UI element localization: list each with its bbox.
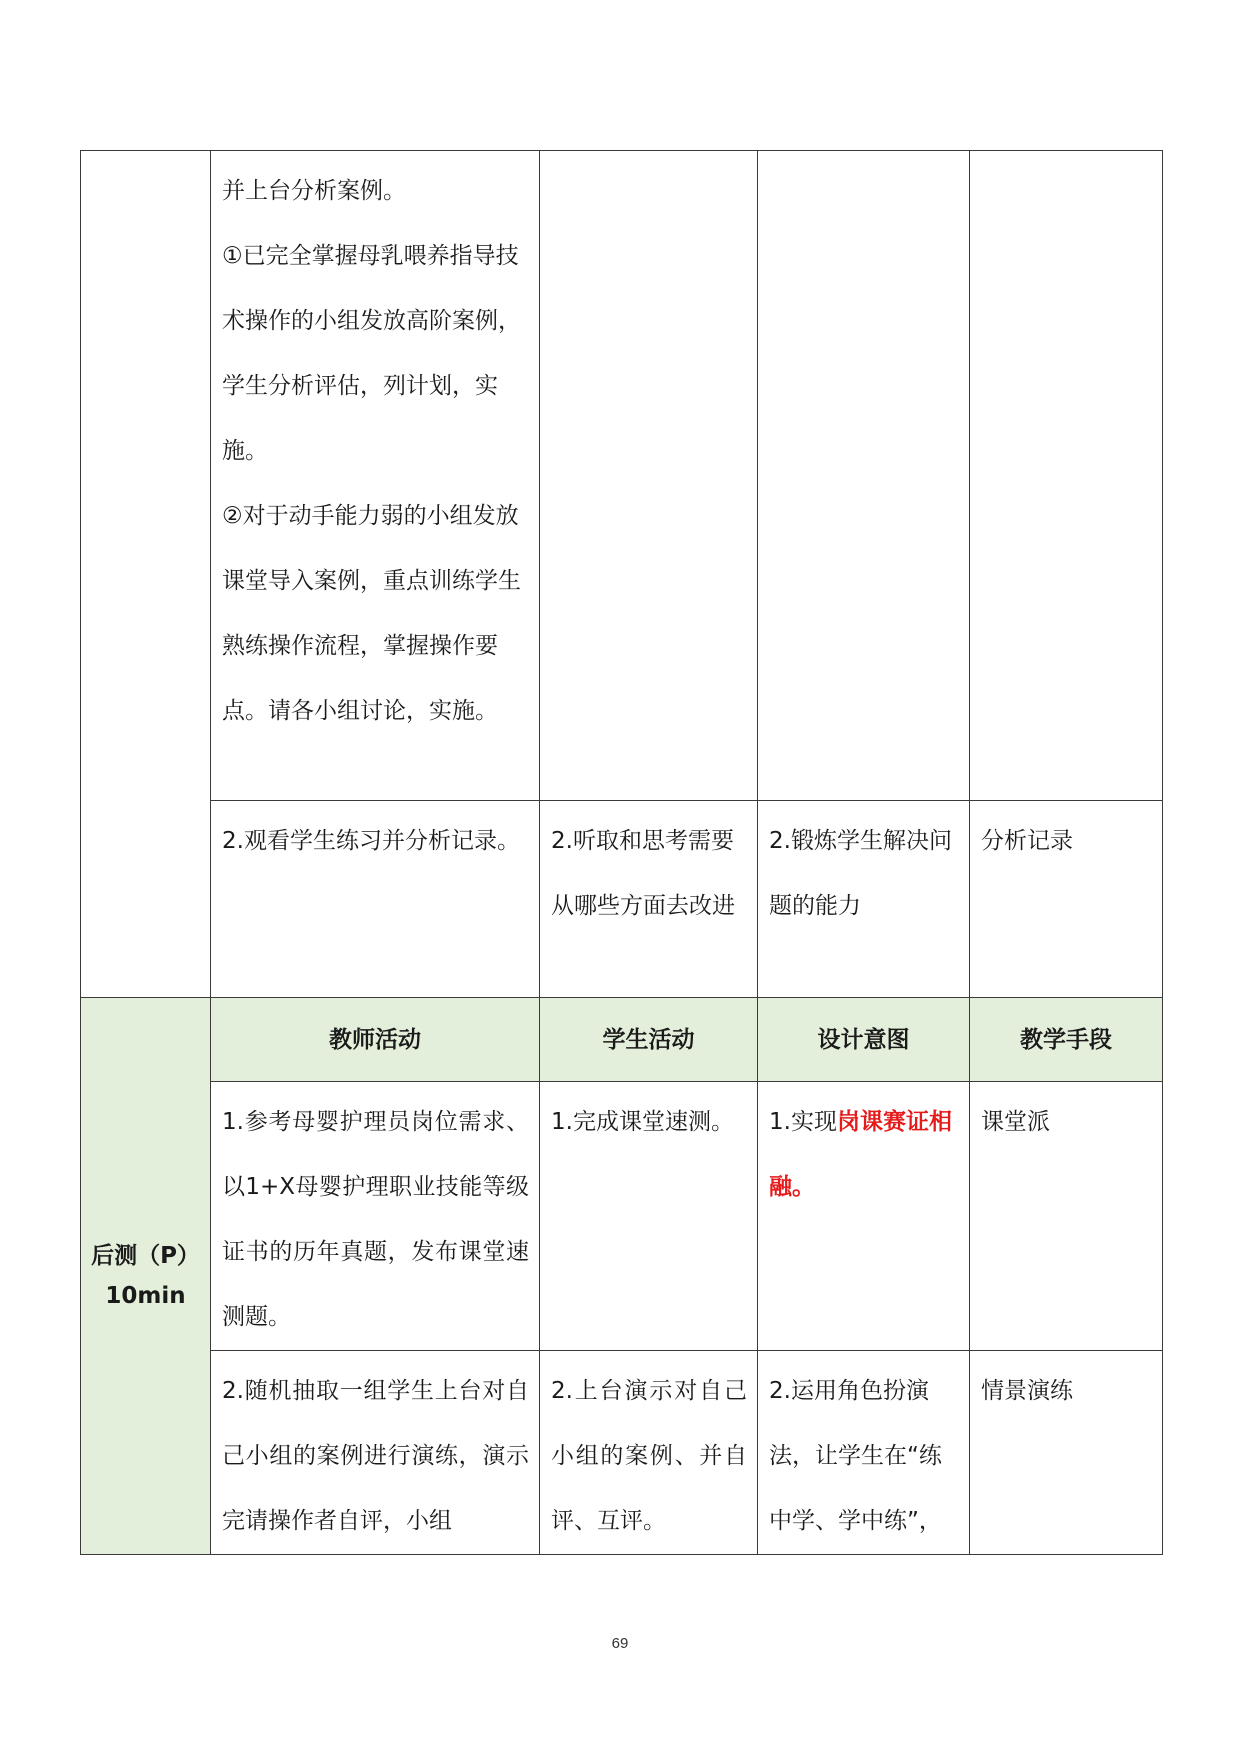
teacher-activity-cell: 1.参考母婴护理员岗位需求、以1+X母婴护理职业技能等级证书的历年真题，发布课堂速测题。 — [211, 1082, 540, 1351]
teaching-means-cell — [970, 151, 1163, 801]
student-activity-cell: 2.听取和思考需要从哪些方面去改进 — [540, 801, 758, 998]
teacher-paragraph: ①已完全掌握母乳喂养指导技术操作的小组发放高阶案例，学生分析评估，列计划，实施。 — [222, 243, 521, 464]
header-design-intent: 设计意图 — [758, 998, 970, 1082]
stage-cell — [81, 998, 211, 1555]
teaching-means-cell: 分析记录 — [970, 801, 1163, 998]
student-activity-cell: 1.完成课堂速测。 — [540, 1082, 758, 1351]
teaching-means-cell: 课堂派 — [970, 1082, 1163, 1351]
student-activity-cell: 2.上台演示对自己小组的案例、并自评、互评。 — [540, 1351, 758, 1555]
design-intent-cell: 2.锻炼学生解决问题的能力 — [758, 801, 970, 998]
stage-label: 后测（P） — [91, 1243, 200, 1269]
design-intent-cell: 2.运用角色扮演法，让学生在“练中学、学中练”， — [758, 1351, 970, 1555]
teacher-activity-cell — [211, 151, 540, 801]
teacher-activity-cell: 2.观看学生练习并分析记录。 — [211, 801, 540, 998]
design-intent-prefix: 1.实现 — [769, 1109, 837, 1135]
lesson-plan-table — [80, 150, 1163, 1555]
section-header-row — [81, 998, 1163, 1082]
stage-cell-empty — [81, 151, 211, 998]
teacher-paragraph: 并上台分析案例。 — [222, 178, 406, 204]
header-student-activity: 学生活动 — [540, 998, 758, 1082]
table-row — [81, 1082, 1163, 1351]
header-teacher-activity: 教师活动 — [211, 998, 540, 1082]
header-teaching-means: 教学手段 — [970, 998, 1163, 1082]
teacher-activity-cell: 2.随机抽取一组学生上台对自己小组的案例进行演练，演示完请操作者自评，小组 — [211, 1351, 540, 1555]
design-intent-cell — [758, 1082, 970, 1351]
design-intent-highlight: 岗课赛证相融。 — [769, 1109, 952, 1200]
teacher-paragraph: ②对于动手能力弱的小组发放课堂导入案例，重点训练学生熟练操作流程，掌握操作要点。请各小组讨论，实施。 — [222, 503, 521, 724]
table-row — [81, 1351, 1163, 1555]
page-number: 69 — [611, 1635, 629, 1652]
student-activity-cell — [540, 151, 758, 801]
table-row — [81, 151, 1163, 801]
table-row — [81, 801, 1163, 998]
design-intent-cell — [758, 151, 970, 801]
teaching-means-cell: 情景演练 — [970, 1351, 1163, 1555]
stage-duration: 10min — [105, 1283, 186, 1309]
